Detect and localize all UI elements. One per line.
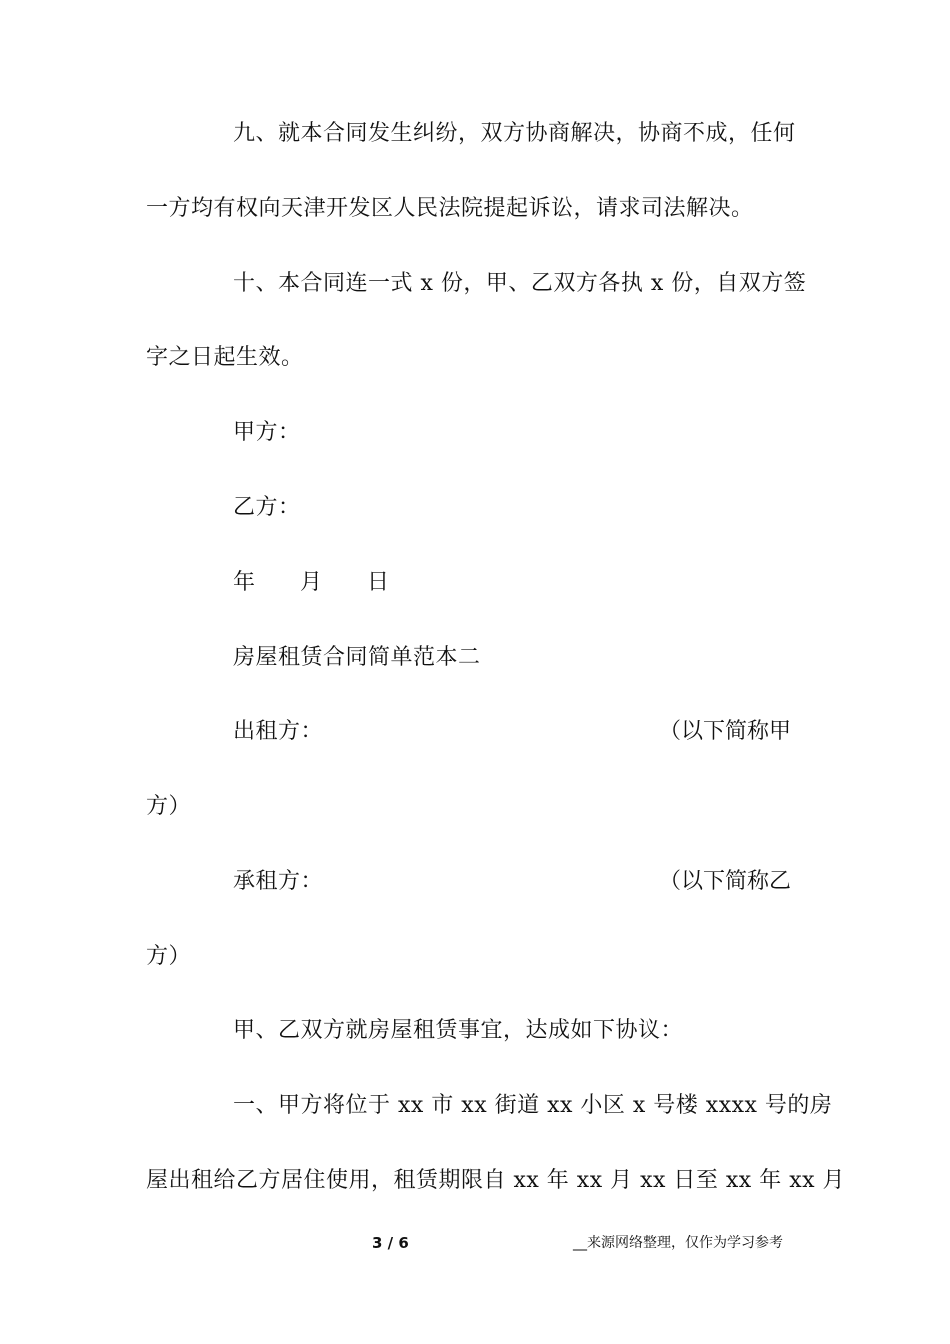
- party-a-signature-label: 甲方：: [233, 420, 301, 445]
- clause-nine-line-2: 一方均有权向天津开发区人民法院提起诉讼，请求司法解决。: [146, 196, 754, 221]
- clause-nine-line-1: 九、就本合同发生纠纷，双方协商解决，协商不成，任何: [233, 121, 796, 146]
- page-indicator: 3 / 6: [372, 1234, 409, 1252]
- party-b-signature-label: 乙方：: [233, 495, 301, 520]
- date-day-label: 日: [367, 570, 390, 595]
- lessor-abbreviation-note: （以下简称甲: [659, 719, 792, 744]
- clause-one-line-2: 屋出租给乙方居住使用，租赁期限自 xx 年 xx 月 xx 日至 xx 年 xx 月: [146, 1168, 846, 1193]
- agreement-intro: 甲、乙双方就房屋租赁事宜，达成如下协议：: [233, 1018, 684, 1043]
- date-month-label: 月: [300, 570, 323, 595]
- template-title: 房屋租赁合同简单范本二: [233, 645, 481, 670]
- clause-ten-line-2: 字之日起生效。: [146, 345, 304, 370]
- clause-ten-line-1: 十、本合同连一式 x 份，甲、乙双方各执 x 份，自双方签: [233, 271, 807, 296]
- date-year-label: 年: [233, 570, 256, 595]
- lessee-label: 承租方：: [233, 869, 324, 894]
- lessee-abbreviation-note: （以下简称乙: [659, 869, 792, 894]
- lessee-abbreviation-note-continued: 方）: [146, 944, 192, 969]
- source-note: __来源网络整理，仅作为学习参考: [573, 1235, 783, 1251]
- lessor-abbreviation-note-continued: 方）: [146, 794, 192, 819]
- clause-one-line-1: 一、甲方将位于 xx 市 xx 街道 xx 小区 x 号楼 xxxx 号的房: [233, 1093, 833, 1118]
- lessor-label: 出租方：: [233, 719, 324, 744]
